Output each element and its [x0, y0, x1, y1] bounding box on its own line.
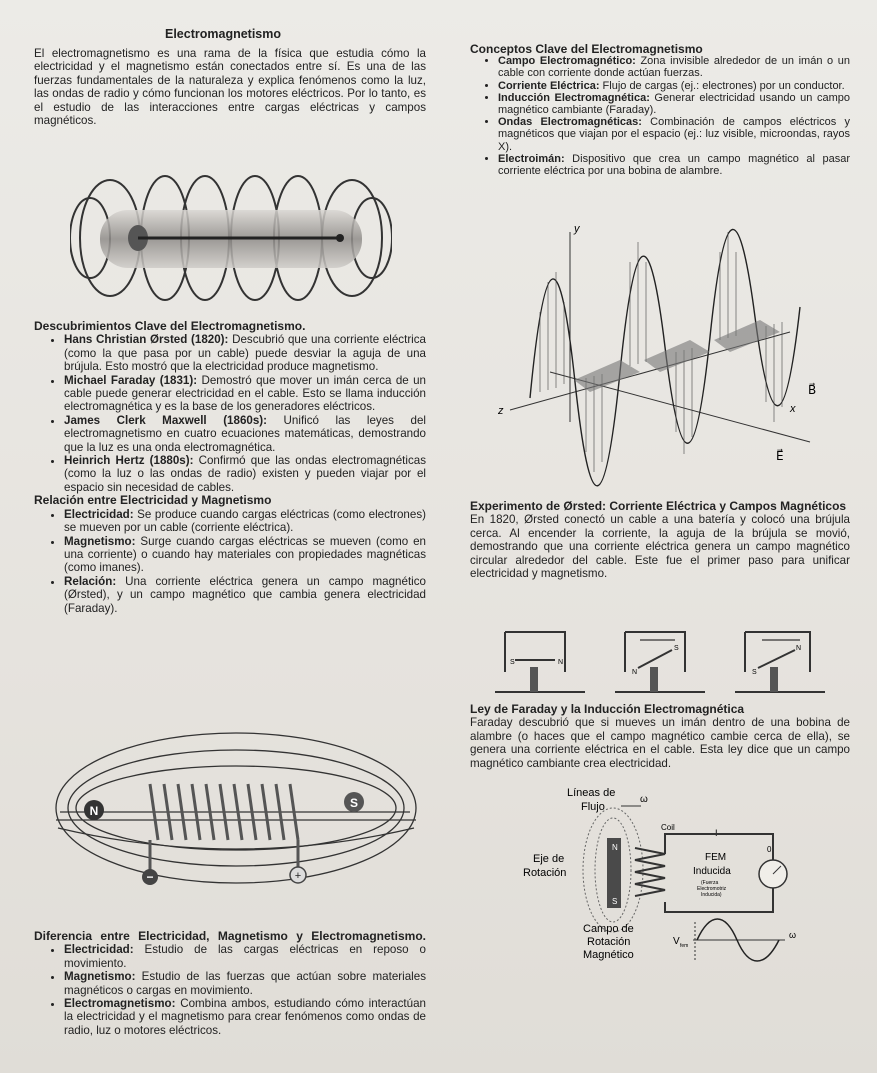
- term: Inducción Electromagnética:: [498, 91, 650, 104]
- term: Relación:: [64, 574, 117, 588]
- definition: Dispositivo que crea un campo magnético al pasar corriente eléctrica por una bobina de alambre.: [498, 152, 850, 178]
- definition: Combina ambos, estudiando cómo interactúan la electricidad y el magnetismo para crear fenómenos como ondas de radio, luz o motores eléctricos.: [64, 997, 426, 1037]
- concepts-section: [470, 43, 850, 177]
- definition: Estudio de las cargas eléctricas en reposo o movimiento.: [64, 943, 426, 970]
- term: Magnetismo:: [64, 534, 136, 548]
- diagram-label: ω: [640, 794, 648, 805]
- definition: Demostró que mover un imán cerca de un cable puede generar electricidad en el cable. Esto se llama inducción electromagnética y es la base de los generadores eléctricos.: [64, 373, 427, 414]
- definition: Una corriente eléctrica genera un campo magnético (Ørsted), y un campo magnético que cambia genera electricidad (Faraday).: [64, 574, 426, 615]
- z-axis-label: z: [498, 405, 504, 417]
- diagram-label: FEM: [705, 852, 727, 863]
- compass-s-label: S: [510, 659, 515, 666]
- term: Electricidad:: [64, 943, 134, 957]
- page-title: Electromagnetismo: [165, 27, 282, 41]
- term: James Clerk Maxwell (1860s):: [64, 413, 268, 427]
- diagram-label: Líneas de: [567, 787, 616, 799]
- term: Electromagnetismo:: [64, 997, 176, 1011]
- concepts-heading: Conceptos Clave del Electromagnetismo: [470, 42, 703, 56]
- definition: Se produce cuando cargas eléctricas (como electrones) se mueven por un cable (corriente eléctrica).: [64, 507, 426, 535]
- concepts-list: [470, 55, 850, 177]
- list-item: [498, 92, 850, 116]
- intro-block: [34, 47, 426, 127]
- discoveries-heading: Descubrimientos Clave del Electromagnetismo.: [34, 319, 306, 333]
- faraday-heading: Ley de Faraday y la Inducción Electromagnética: [470, 702, 745, 716]
- diagram-label: V: [673, 936, 680, 947]
- compass-n-label: N: [632, 669, 638, 676]
- magnetic-field-label: B⃗: [808, 383, 817, 397]
- induction-generator-illustration: [515, 782, 835, 968]
- faraday-paragraph: Faraday descubrió que si mueves un imán dentro de una bobina de alambre (o haces que el campo magnético cambie cerca de ella), se genera una corriente eléctrica en el cable. Esta ley dice que un campo magnético cambiante crea electricidad.: [470, 716, 850, 770]
- list-item: [64, 997, 426, 1037]
- term: Magnetismo:: [64, 970, 136, 984]
- diagram-label: Flujo: [581, 801, 605, 813]
- intro-paragraph: El electromagnetismo es una rama de la física que estudia cómo la electricidad y el magnetismo están conectados entre sí. Es una de las fuerzas fundamentales de la naturaleza y explica fenómenos como la luz, las ondas de radio y cómo funcionan los motores eléctricos. Por lo tanto, es el estudio de las interacciones entre cargas eléctricas y campos magnéticos.: [34, 47, 426, 128]
- diagram-label: Coil: [661, 823, 675, 832]
- bar-magnet-field-illustration: [70, 162, 392, 314]
- definition: Descubrió que una corriente eléctrica (como la que pasa por un cable) puede desviar la aguja de una brújula. Esto mostró que la electricidad produce magnetismo.: [64, 333, 426, 374]
- south-pole-label: S: [349, 796, 359, 810]
- negative-terminal-label: −: [146, 870, 154, 884]
- em-wave-illustration: [490, 222, 830, 492]
- relation-list: [34, 508, 426, 615]
- oersted-section: [470, 500, 850, 580]
- list-item: [64, 454, 426, 494]
- diagram-label: 0: [767, 845, 772, 854]
- list-item: [498, 80, 850, 92]
- diagram-label: fem: [680, 943, 689, 949]
- discoveries-section: [34, 320, 426, 615]
- diagram-label: N: [612, 843, 618, 852]
- term: Michael Faraday (1831):: [64, 373, 198, 387]
- term: Ondas Electromagnéticas:: [498, 116, 642, 129]
- north-pole-label: N: [89, 804, 99, 818]
- definition: Surge cuando cargas eléctricas se mueven (como en una corriente) o cuando hay materiales con propiedades magnéticas (como imanes).: [64, 534, 426, 575]
- oersted-heading: Experimento de Ørsted: Corriente Eléctrica y Campos Magnéticos: [470, 499, 847, 513]
- relation-heading: Relación entre Electricidad y Magnetismo: [34, 493, 272, 508]
- diagram-label: (Fuerza: [701, 880, 719, 886]
- list-item: [498, 116, 850, 153]
- diagram-label: S: [612, 897, 618, 906]
- list-item: [64, 575, 426, 615]
- term: Corriente Eléctrica:: [498, 79, 600, 92]
- list-item: [64, 508, 426, 535]
- difference-list: [34, 943, 426, 1037]
- diagram-label: Rotación: [587, 936, 631, 948]
- faraday-section: [470, 703, 850, 770]
- list-item: [64, 333, 426, 373]
- list-item: [64, 374, 426, 414]
- diagram-label: Magnético: [583, 949, 634, 961]
- definition: Flujo de cargas (ej.: electrones) por un conductor.: [599, 79, 845, 92]
- diagram-label: Electromotriz: [697, 886, 727, 892]
- definition: Unificó las leyes del electromagnetismo en cuatro ecuaciones matemáticas, demostrando que la luz es una onda electromagnética.: [64, 413, 426, 454]
- term: Electricidad:: [64, 507, 134, 521]
- diagram-label: Eje de: [533, 853, 565, 865]
- compass-n-label: N: [796, 645, 802, 652]
- solenoid-field-illustration: [50, 720, 422, 910]
- list-item: [498, 55, 850, 79]
- electric-field-label: E⃗: [776, 449, 784, 463]
- term: Heinrich Hertz (1880s):: [64, 454, 194, 468]
- x-axis-label: x: [790, 403, 796, 415]
- compass-s-label: S: [674, 645, 679, 652]
- term: Electroimán:: [498, 152, 565, 165]
- compass-s-label: S: [752, 669, 757, 676]
- definition: Generar electricidad usando un campo magnético cambiante (Faraday).: [498, 91, 850, 117]
- positive-terminal-label: +: [294, 870, 302, 882]
- list-item: [64, 535, 426, 575]
- diagram-label: Campo de: [583, 923, 634, 935]
- definition: Estudio de las fuerzas que actúan sobre materiales magnéticos o cargas en movimiento.: [64, 970, 426, 997]
- y-axis-label: y: [574, 223, 580, 235]
- list-item: [64, 943, 426, 970]
- definition: Zona invisible alrededor de un imán o un cable con corriente donde actúan fuerzas.: [498, 55, 850, 80]
- diagram-label: Inducida: [693, 866, 731, 877]
- definition: Confirmó que las ondas electromagnéticas (como la luz o las ondas de radio) existen y pueden viajar por el espacio sin necesidad de cables.: [64, 454, 426, 494]
- list-item: [64, 970, 426, 997]
- definition: Combinación de campos eléctricos y magnéticos que viajan por el espacio (ej.: luz visible, microondas, rayos X).: [498, 116, 850, 153]
- oersted-compass-illustration: [490, 612, 840, 698]
- list-item: [498, 153, 850, 177]
- difference-section: [34, 930, 426, 1037]
- diagram-label: Inducida): [701, 892, 722, 898]
- compass-n-label: N: [558, 659, 564, 666]
- diagram-label: ω: [789, 930, 797, 940]
- discoveries-list: [34, 333, 426, 494]
- list-item: [64, 414, 426, 454]
- term: Campo Electromagnético:: [498, 55, 636, 68]
- oersted-paragraph: En 1820, Ørsted conectó un cable a una batería y colocó una brújula cerca. Al encender la corriente, la aguja de la brújula se movió, demostrando que una corriente eléctrica genera un campo magnético circular alrededor del cable. Este fue el primer paso para unificar electricidad y magnetismo.: [470, 513, 850, 581]
- diagram-label: I: [715, 828, 718, 838]
- difference-heading: Diferencia entre Electricidad, Magnetismo y Electromagnetismo.: [34, 929, 426, 943]
- term: Hans Christian Ørsted (1820):: [64, 333, 229, 347]
- diagram-label: Rotación: [523, 867, 567, 879]
